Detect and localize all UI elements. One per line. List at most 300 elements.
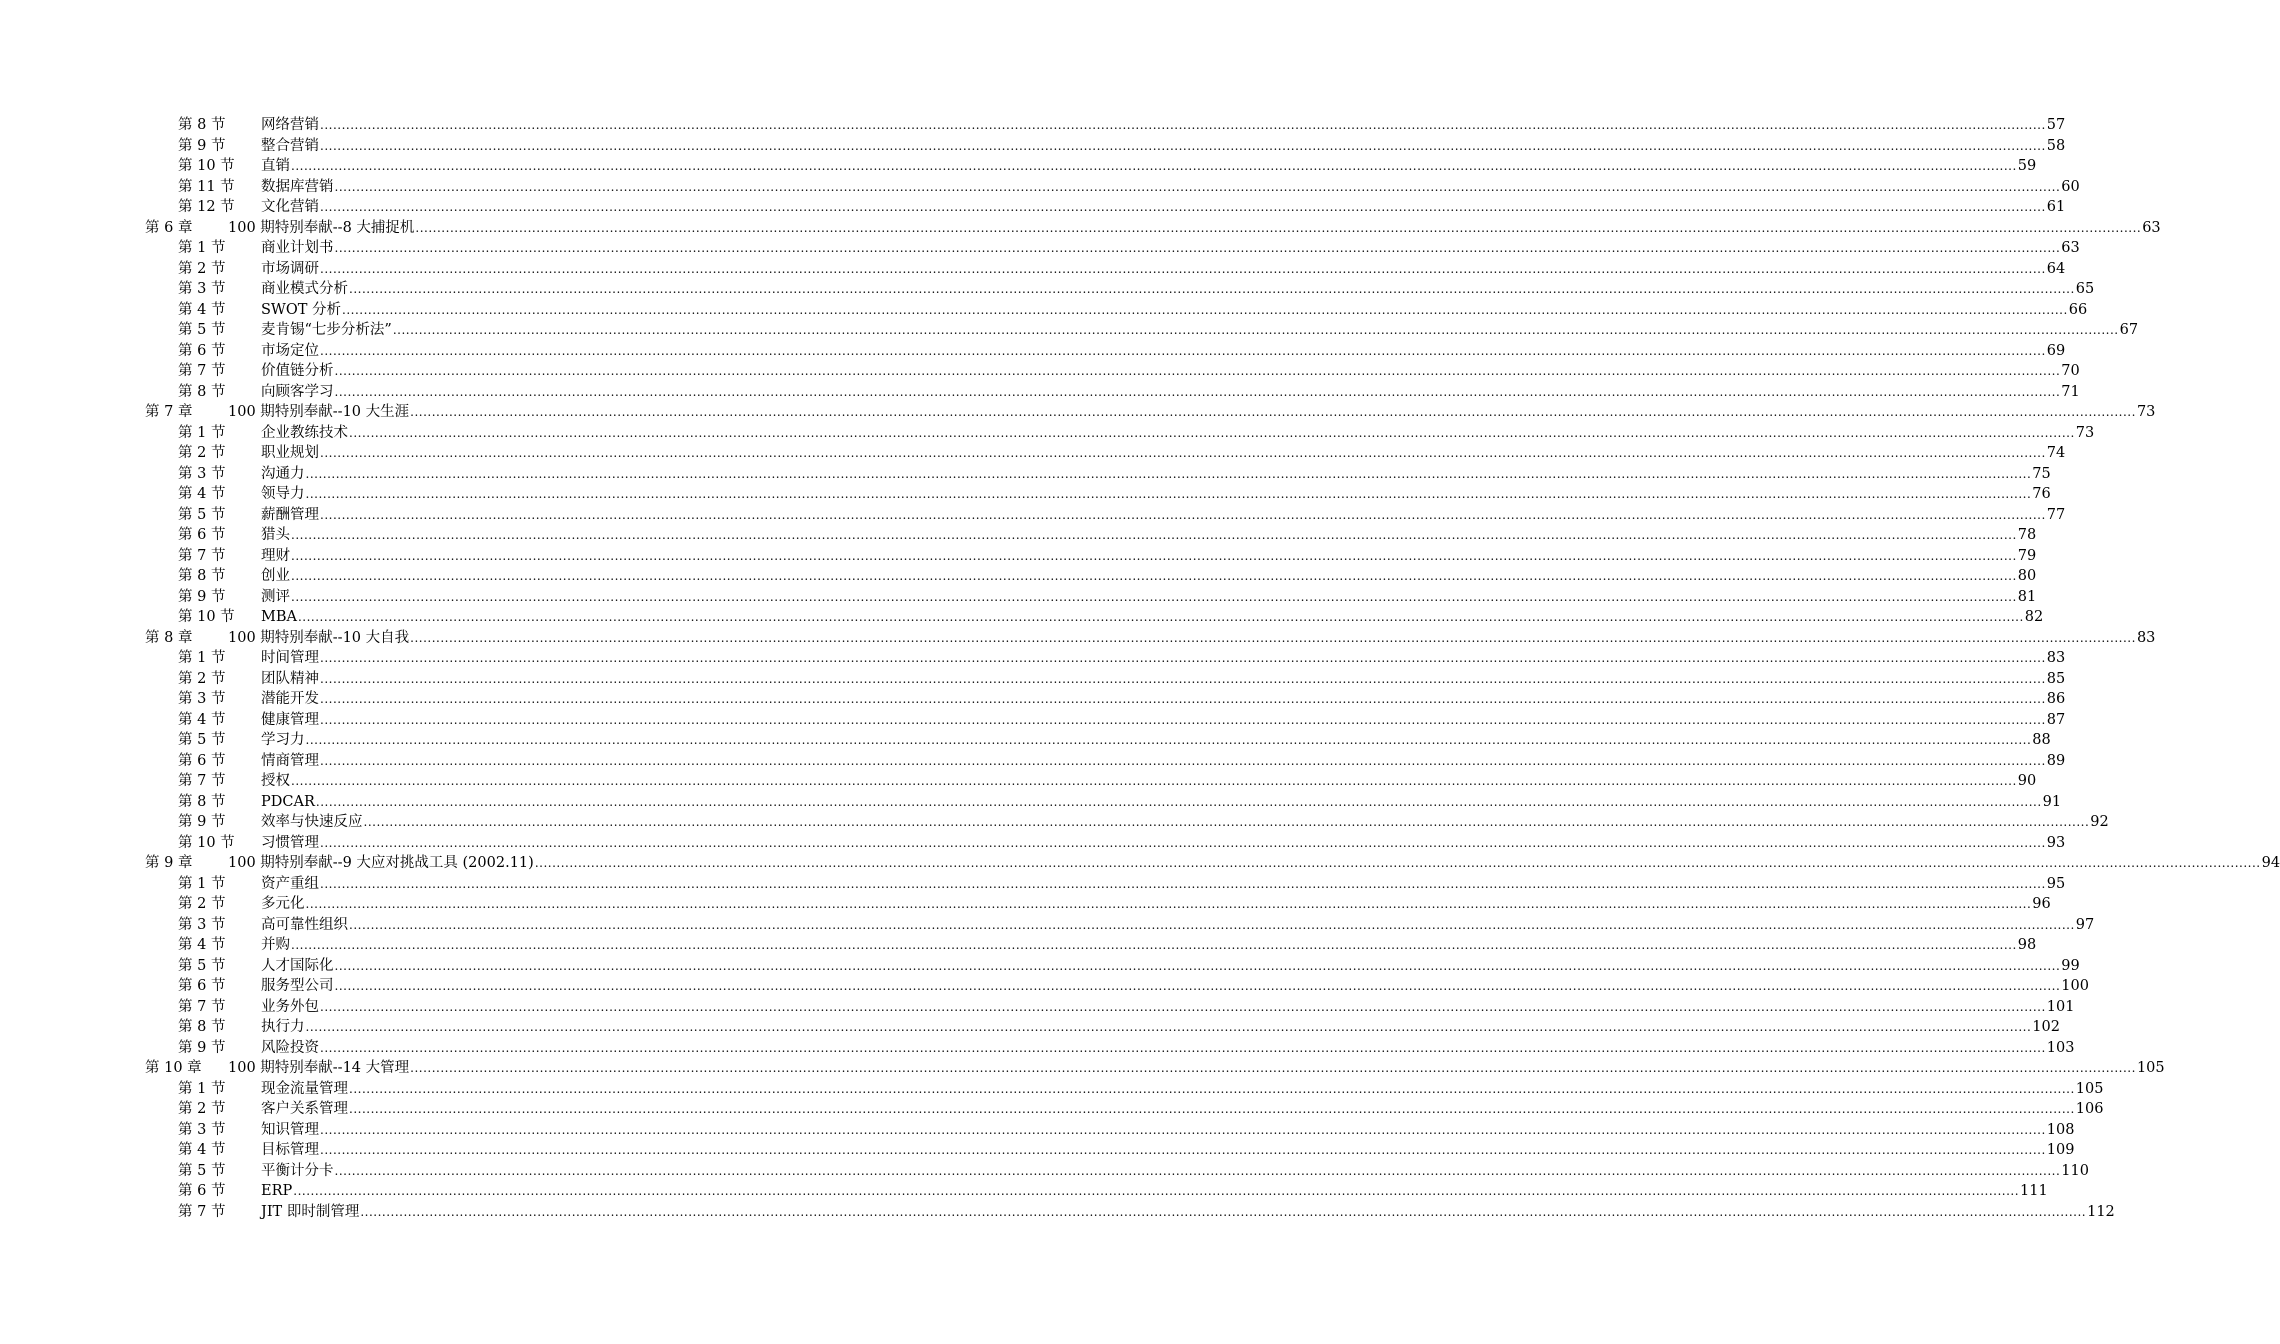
chapter-title[interactable]: 100 期特别奉献--8 大捕捉机 [228, 219, 415, 236]
page-number[interactable]: 73 [2136, 404, 2156, 420]
toc-leader-line [261, 935, 2037, 956]
toc-leader-line [261, 997, 2075, 1018]
dot-leader: ................................................................................................................................................................................................................................................................................................................................................................................................................ [320, 712, 2046, 727]
toc-section-entry[interactable] [0, 710, 2066, 731]
toc-chapter-entry[interactable] [0, 402, 2156, 423]
toc-leader-line [261, 751, 2066, 772]
dot-leader: ................................................................................................................................................................................................................................................................................................................................................................................................................ [320, 200, 2046, 214]
section-title[interactable]: 市场定位 [261, 342, 319, 359]
toc-leader-line [261, 361, 2080, 382]
toc-leader-line [261, 238, 2080, 259]
toc-leader-line [261, 300, 2088, 321]
section-title[interactable]: 高可靠性组织 [261, 916, 348, 933]
toc-section-entry[interactable] [0, 1161, 2089, 1182]
section-number: 第 10 节 [178, 158, 235, 174]
toc-chapter-entry[interactable] [0, 628, 2156, 649]
section-number: 第 9 节 [178, 1039, 226, 1056]
dot-leader: ................................................................................................................................................................................................................................................................................................................................................................................................................ [291, 938, 2017, 952]
section-title[interactable]: 授权 [261, 773, 290, 789]
toc-section-entry[interactable] [0, 1017, 2060, 1038]
section-number: 第 1 节 [178, 875, 226, 892]
toc-leader-line [261, 115, 2066, 136]
section-title[interactable]: 薪酬管理 [261, 506, 319, 523]
toc-leader-line [261, 587, 2037, 608]
page-number[interactable]: 61 [2046, 199, 2066, 215]
page-number[interactable]: 71 [2061, 383, 2080, 400]
page-number[interactable]: 76 [2032, 486, 2051, 502]
page-number[interactable]: 85 [2046, 670, 2066, 687]
section-number: 第 8 节 [178, 793, 226, 810]
toc-section-entry[interactable] [0, 1202, 2115, 1223]
section-number: 第 5 节 [178, 732, 226, 748]
section-title[interactable]: 向顾客学习 [261, 383, 334, 400]
dot-leader: ................................................................................................................................................................................................................................................................................................................................................................................................................ [291, 548, 2017, 563]
dot-leader: ................................................................................................................................................................................................................................................................................................................................................................................................................ [334, 384, 2061, 399]
section-title[interactable]: 企业教练技术 [261, 424, 348, 441]
toc-section-entry[interactable] [0, 792, 2062, 813]
toc-section-entry[interactable] [0, 156, 2037, 177]
page-number[interactable]: 70 [2061, 363, 2080, 379]
toc-leader-line [261, 1120, 2075, 1141]
section-number: 第 6 节 [178, 342, 226, 359]
page-number[interactable]: 105 [2136, 1060, 2165, 1076]
toc-leader-line [261, 320, 2139, 341]
section-number: 第 7 节 [178, 998, 226, 1015]
page-number[interactable]: 59 [2017, 158, 2037, 174]
page-number[interactable]: 97 [2075, 916, 2095, 933]
toc-leader-line [261, 771, 2037, 792]
section-number: 第 1 节 [178, 1080, 226, 1097]
toc-section-entry[interactable] [0, 669, 2066, 690]
toc-leader-line [261, 382, 2080, 403]
section-number: 第 6 节 [178, 1183, 226, 1199]
section-title[interactable]: 理财 [261, 547, 290, 564]
page-number[interactable]: 83 [2046, 650, 2066, 666]
section-number: 第 10 节 [178, 609, 235, 625]
dot-leader: ................................................................................................................................................................................................................................................................................................................................................................................................................ [320, 507, 2046, 522]
toc-section-entry[interactable] [0, 566, 2037, 587]
toc-section-entry[interactable] [0, 279, 2095, 300]
page-number[interactable]: 77 [2046, 506, 2066, 523]
section-number: 第 10 节 [178, 834, 235, 851]
toc-section-entry[interactable] [0, 238, 2080, 259]
page-number[interactable]: 63 [2142, 219, 2161, 236]
section-number: 第 7 节 [178, 773, 226, 789]
section-title[interactable]: 人才国际化 [261, 957, 334, 974]
toc-section-entry[interactable] [0, 997, 2075, 1018]
chapter-number: 第 9 章 [145, 855, 193, 871]
toc-leader-line [261, 156, 2037, 177]
toc-leader-line [261, 1161, 2089, 1182]
toc-section-entry[interactable] [0, 115, 2066, 136]
chapter-number: 第 8 章 [145, 629, 193, 646]
section-title[interactable]: 知识管理 [261, 1121, 319, 1138]
section-title[interactable]: 学习力 [261, 732, 305, 748]
toc-section-entry[interactable] [0, 1140, 2075, 1161]
section-number: 第 2 节 [178, 260, 226, 277]
page-number[interactable]: 109 [2046, 1142, 2075, 1158]
dot-leader: ................................................................................................................................................................................................................................................................................................................................................................................................................ [315, 794, 2042, 809]
section-number: 第 2 节 [178, 670, 226, 687]
dot-leader: ................................................................................................................................................................................................................................................................................................................................................................................................................ [320, 1122, 2046, 1137]
page-number[interactable]: 66 [2068, 301, 2088, 318]
dot-leader: ................................................................................................................................................................................................................................................................................................................................................................................................................ [291, 589, 2017, 604]
page-number[interactable]: 81 [2017, 588, 2037, 605]
page-number[interactable]: 87 [2046, 711, 2066, 728]
page-number[interactable]: 79 [2017, 547, 2037, 564]
toc-section-entry[interactable] [0, 505, 2066, 526]
toc-leader-line [261, 976, 2089, 997]
section-number: 第 11 节 [178, 178, 235, 195]
section-title[interactable]: 麦肯锡“七步分析法” [261, 322, 392, 338]
dot-leader: ................................................................................................................................................................................................................................................................................................................................................................................................................ [320, 651, 2046, 665]
toc-leader-line [261, 1079, 2104, 1100]
dot-leader: ................................................................................................................................................................................................................................................................................................................................................................................................................ [334, 241, 2061, 255]
dot-leader: ................................................................................................................................................................................................................................................................................................................................................................................................................ [334, 958, 2061, 973]
section-title[interactable]: 价值链分析 [261, 363, 334, 379]
section-number: 第 1 节 [178, 424, 226, 441]
toc-leader-line [261, 505, 2066, 526]
section-title[interactable]: 整合营销 [261, 137, 319, 154]
dot-leader: ................................................................................................................................................................................................................................................................................................................................................................................................................ [320, 876, 2046, 891]
toc-leader-line [261, 669, 2066, 690]
toc-leader-line [261, 710, 2066, 731]
toc-section-entry[interactable] [0, 1079, 2104, 1100]
page-number[interactable]: 73 [2075, 424, 2095, 441]
chapter-number: 第 10 章 [145, 1060, 202, 1076]
toc-leader-line [261, 894, 2051, 915]
section-title[interactable]: 目标管理 [261, 1142, 319, 1158]
page-number[interactable]: 67 [2119, 322, 2139, 338]
section-number: 第 4 节 [178, 711, 226, 728]
toc-section-entry[interactable] [0, 935, 2037, 956]
section-title[interactable]: 服务型公司 [261, 978, 334, 994]
toc-chapter-entry[interactable] [0, 853, 2280, 874]
toc-section-entry[interactable] [0, 1099, 2104, 1120]
toc-leader-line [261, 197, 2066, 218]
dot-leader: ................................................................................................................................................................................................................................................................................................................................................................................................................ [291, 774, 2017, 788]
page-number[interactable]: 98 [2017, 937, 2037, 953]
section-number: 第 7 节 [178, 1203, 226, 1220]
toc-section-entry[interactable] [0, 915, 2095, 936]
toc-leader-line [261, 546, 2037, 567]
section-title[interactable]: 数据库营销 [261, 178, 334, 195]
page-number[interactable]: 95 [2046, 875, 2066, 892]
page-number[interactable]: 83 [2136, 629, 2156, 646]
toc-leader-line [261, 1202, 2115, 1223]
page-number[interactable]: 106 [2075, 1101, 2104, 1117]
section-number: 第 2 节 [178, 445, 226, 461]
toc-section-entry[interactable] [0, 1181, 2048, 1202]
dot-leader: ................................................................................................................................................................................................................................................................................................................................................................................................................ [534, 856, 2261, 870]
toc-section-entry[interactable] [0, 136, 2066, 157]
section-title[interactable]: 沟通力 [261, 465, 305, 482]
section-title[interactable]: 商业计划书 [261, 240, 334, 256]
toc-section-entry[interactable] [0, 361, 2080, 382]
toc-section-entry[interactable] [0, 751, 2066, 772]
chapter-number: 第 7 章 [145, 404, 193, 420]
page-number[interactable]: 80 [2017, 568, 2037, 584]
toc-leader-line [261, 136, 2066, 157]
toc-section-entry[interactable] [0, 259, 2066, 280]
dot-leader: ................................................................................................................................................................................................................................................................................................................................................................................................................ [392, 323, 2119, 337]
toc-section-entry[interactable] [0, 341, 2066, 362]
dot-leader: ................................................................................................................................................................................................................................................................................................................................................................................................................ [410, 1061, 2136, 1075]
section-number: 第 9 节 [178, 588, 226, 605]
toc-leader-line [261, 730, 2051, 751]
section-title[interactable]: 职业规划 [261, 445, 319, 461]
chapter-title[interactable]: 100 期特别奉献--10 大自我 [228, 629, 410, 646]
section-number: 第 9 节 [178, 137, 226, 154]
section-number: 第 1 节 [178, 650, 226, 666]
toc-section-entry[interactable] [0, 197, 2066, 218]
dot-leader: ................................................................................................................................................................................................................................................................................................................................................................................................................ [293, 1184, 2020, 1198]
page-number[interactable]: 112 [2087, 1203, 2115, 1220]
section-title[interactable]: 文化营销 [261, 199, 319, 215]
dot-leader: ................................................................................................................................................................................................................................................................................................................................................................................................................ [320, 343, 2046, 358]
page-number[interactable]: 102 [2032, 1019, 2060, 1035]
section-title[interactable]: PDCAR [261, 793, 315, 810]
section-number: 第 12 节 [178, 199, 235, 215]
page-number[interactable]: 82 [2024, 609, 2044, 625]
page-number[interactable]: 60 [2061, 178, 2080, 195]
page-number[interactable]: 99 [2061, 957, 2080, 974]
section-title[interactable]: 平衡计分卡 [261, 1162, 334, 1179]
section-title[interactable]: 多元化 [261, 896, 305, 912]
section-title[interactable]: 领导力 [261, 486, 305, 502]
chapter-title[interactable]: 100 期特别奉献--9 大应对挑战工具 (2002.11) [228, 855, 534, 871]
section-title[interactable]: 直销 [261, 158, 290, 174]
toc-section-entry[interactable] [0, 1120, 2075, 1141]
toc-section-entry[interactable] [0, 443, 2066, 464]
section-title[interactable]: 网络营销 [261, 117, 319, 133]
section-number: 第 5 节 [178, 1162, 226, 1179]
page-number[interactable]: 111 [2020, 1183, 2048, 1199]
section-number: 第 8 节 [178, 1019, 226, 1035]
toc-section-entry[interactable] [0, 177, 2080, 198]
section-title[interactable]: SWOT 分析 [261, 301, 342, 318]
toc-leader-line [261, 792, 2062, 813]
dot-leader: ................................................................................................................................................................................................................................................................................................................................................................................................................ [297, 610, 2024, 624]
toc-section-entry[interactable] [0, 300, 2088, 321]
section-title[interactable]: 现金流量管理 [261, 1080, 348, 1097]
page-number[interactable]: 63 [2061, 240, 2080, 256]
page-number[interactable]: 92 [2090, 814, 2109, 830]
section-title[interactable]: JIT 即时制管理 [261, 1203, 360, 1220]
toc-section-entry[interactable] [0, 320, 2139, 341]
section-title[interactable]: 时间管理 [261, 650, 319, 666]
section-title[interactable]: 客户关系管理 [261, 1101, 348, 1117]
dot-leader: ................................................................................................................................................................................................................................................................................................................................................................................................................ [320, 692, 2046, 706]
toc-leader-line [261, 177, 2080, 198]
section-title[interactable]: 资产重组 [261, 875, 319, 892]
page-number[interactable]: 58 [2046, 137, 2066, 154]
page-number[interactable]: 101 [2046, 998, 2075, 1015]
chapter-number: 第 6 章 [145, 219, 193, 236]
section-number: 第 3 节 [178, 281, 226, 297]
page-number[interactable]: 103 [2046, 1039, 2075, 1056]
toc-section-entry[interactable] [0, 607, 2044, 628]
section-number: 第 7 节 [178, 363, 226, 379]
dot-leader: ................................................................................................................................................................................................................................................................................................................................................................................................................ [320, 261, 2046, 276]
section-title[interactable]: 市场调研 [261, 260, 319, 277]
toc-section-entry[interactable] [0, 771, 2037, 792]
section-number: 第 8 节 [178, 117, 226, 133]
section-number: 第 6 节 [178, 978, 226, 994]
dot-leader: ................................................................................................................................................................................................................................................................................................................................................................................................................ [320, 118, 2046, 132]
dot-leader: ................................................................................................................................................................................................................................................................................................................................................................................................................ [305, 487, 2032, 501]
page-number[interactable]: 94 [2261, 855, 2280, 871]
page-number[interactable]: 86 [2046, 691, 2066, 707]
page-number[interactable]: 91 [2042, 793, 2062, 810]
section-title[interactable]: 潜能开发 [261, 691, 319, 707]
toc-section-entry[interactable] [0, 423, 2095, 444]
toc-section-entry[interactable] [0, 484, 2051, 505]
toc-leader-line [261, 1017, 2060, 1038]
section-number: 第 4 节 [178, 1142, 226, 1158]
page-number[interactable]: 110 [2061, 1162, 2089, 1179]
toc-section-entry[interactable] [0, 525, 2037, 546]
toc-leader-line [228, 218, 2161, 239]
dot-leader: ................................................................................................................................................................................................................................................................................................................................................................................................................ [305, 1020, 2032, 1034]
section-number: 第 4 节 [178, 937, 226, 953]
section-number: 第 4 节 [178, 486, 226, 502]
dot-leader: ................................................................................................................................................................................................................................................................................................................................................................................................................ [349, 282, 2075, 296]
dot-leader: ................................................................................................................................................................................................................................................................................................................................................................................................................ [349, 917, 2075, 932]
toc-leader-line [261, 689, 2066, 710]
section-title[interactable]: 测评 [261, 588, 290, 605]
toc-section-entry[interactable] [0, 1038, 2075, 1059]
toc-section-entry[interactable] [0, 833, 2066, 854]
page-number[interactable]: 96 [2032, 896, 2051, 912]
page-number[interactable]: 74 [2046, 445, 2066, 461]
toc-leader-line [228, 628, 2156, 649]
dot-leader: ................................................................................................................................................................................................................................................................................................................................................................................................................ [320, 1143, 2046, 1157]
page-number[interactable]: 93 [2046, 834, 2066, 851]
toc-leader-line [261, 1181, 2048, 1202]
toc-leader-line [261, 279, 2095, 300]
toc-chapter-entry[interactable] [0, 218, 2161, 239]
page-number[interactable]: 69 [2046, 342, 2066, 359]
table-of-contents [0, 115, 2280, 1222]
page-number[interactable]: 88 [2032, 732, 2051, 748]
section-number: 第 3 节 [178, 465, 226, 482]
chapter-title[interactable]: 100 期特别奉献--14 大管理 [228, 1060, 410, 1076]
dot-leader: ................................................................................................................................................................................................................................................................................................................................................................................................................ [320, 138, 2046, 153]
section-number: 第 5 节 [178, 506, 226, 523]
dot-leader: ................................................................................................................................................................................................................................................................................................................................................................................................................ [342, 302, 2068, 317]
toc-section-entry[interactable] [0, 812, 2109, 833]
page-number[interactable]: 100 [2061, 978, 2089, 994]
toc-section-entry[interactable] [0, 587, 2037, 608]
page-number[interactable]: 57 [2046, 117, 2066, 133]
dot-leader: ................................................................................................................................................................................................................................................................................................................................................................................................................ [320, 446, 2046, 460]
toc-leader-line [261, 443, 2066, 464]
section-title[interactable]: ERP [261, 1183, 293, 1199]
section-title[interactable]: 业务外包 [261, 998, 319, 1015]
toc-leader-line [261, 1038, 2075, 1059]
toc-section-entry[interactable] [0, 382, 2080, 403]
section-title[interactable]: 风险投资 [261, 1039, 319, 1056]
section-title[interactable]: 商业模式分析 [261, 281, 348, 297]
section-title[interactable]: 情商管理 [261, 752, 319, 769]
dot-leader: ................................................................................................................................................................................................................................................................................................................................................................................................................ [334, 179, 2061, 194]
section-number: 第 5 节 [178, 957, 226, 974]
toc-section-entry[interactable] [0, 689, 2066, 710]
page-number[interactable]: 108 [2046, 1121, 2075, 1138]
toc-leader-line [261, 915, 2095, 936]
section-title[interactable]: 猎头 [261, 527, 290, 543]
section-number: 第 1 节 [178, 240, 226, 256]
section-title[interactable]: 健康管理 [261, 711, 319, 728]
toc-leader-line [261, 648, 2066, 669]
dot-leader: ................................................................................................................................................................................................................................................................................................................................................................................................................ [349, 1102, 2075, 1116]
dot-leader: ................................................................................................................................................................................................................................................................................................................................................................................................................ [334, 364, 2061, 378]
dot-leader: ................................................................................................................................................................................................................................................................................................................................................................................................................ [410, 405, 2136, 419]
section-title[interactable]: 创业 [261, 568, 290, 584]
section-number: 第 3 节 [178, 1121, 226, 1138]
section-title[interactable]: 团队精神 [261, 670, 319, 687]
page-number[interactable]: 105 [2075, 1080, 2104, 1097]
dot-leader: ................................................................................................................................................................................................................................................................................................................................................................................................................ [291, 159, 2017, 173]
dot-leader: ................................................................................................................................................................................................................................................................................................................................................................................................................ [305, 466, 2032, 481]
section-number: 第 5 节 [178, 322, 226, 338]
dot-leader: ................................................................................................................................................................................................................................................................................................................................................................................................................ [291, 528, 2017, 542]
page-number[interactable]: 65 [2075, 281, 2095, 297]
section-title[interactable]: 并购 [261, 937, 290, 953]
page-number[interactable]: 64 [2046, 260, 2066, 277]
section-number: 第 2 节 [178, 1101, 226, 1117]
toc-section-entry[interactable] [0, 648, 2066, 669]
toc-leader-line [261, 812, 2109, 833]
toc-leader-line [261, 874, 2066, 895]
section-title[interactable]: MBA [261, 609, 297, 625]
toc-leader-line [261, 464, 2051, 485]
toc-section-entry[interactable] [0, 464, 2051, 485]
dot-leader: ................................................................................................................................................................................................................................................................................................................................................................................................................ [349, 1081, 2075, 1096]
toc-leader-line [228, 853, 2280, 874]
dot-leader: ................................................................................................................................................................................................................................................................................................................................................................................................................ [305, 897, 2032, 911]
page-number[interactable]: 90 [2017, 773, 2037, 789]
section-number: 第 3 节 [178, 691, 226, 707]
section-title[interactable]: 习惯管理 [261, 834, 319, 851]
section-number: 第 8 节 [178, 568, 226, 584]
toc-leader-line [261, 484, 2051, 505]
toc-section-entry[interactable] [0, 894, 2051, 915]
dot-leader: ................................................................................................................................................................................................................................................................................................................................................................................................................ [334, 979, 2061, 993]
section-number: 第 9 节 [178, 814, 226, 830]
toc-section-entry[interactable] [0, 546, 2037, 567]
dot-leader: ................................................................................................................................................................................................................................................................................................................................................................................................................ [291, 569, 2017, 583]
toc-section-entry[interactable] [0, 976, 2089, 997]
section-number: 第 2 节 [178, 896, 226, 912]
toc-section-entry[interactable] [0, 956, 2080, 977]
toc-section-entry[interactable] [0, 874, 2066, 895]
chapter-title[interactable]: 100 期特别奉献--10 大生涯 [228, 404, 410, 420]
dot-leader: ................................................................................................................................................................................................................................................................................................................................................................................................................ [320, 999, 2046, 1014]
section-title[interactable]: 效率与快速反应 [261, 814, 363, 830]
dot-leader: ................................................................................................................................................................................................................................................................................................................................................................................................................ [349, 425, 2075, 440]
dot-leader: ................................................................................................................................................................................................................................................................................................................................................................................................................ [363, 815, 2090, 829]
page-number[interactable]: 75 [2032, 465, 2051, 482]
toc-section-entry[interactable] [0, 730, 2051, 751]
section-title[interactable]: 执行力 [261, 1019, 305, 1035]
page-number[interactable]: 89 [2046, 752, 2066, 769]
page-number[interactable]: 78 [2017, 527, 2037, 543]
toc-chapter-entry[interactable] [0, 1058, 2165, 1079]
section-number: 第 6 节 [178, 752, 226, 769]
toc-leader-line [261, 1140, 2075, 1161]
